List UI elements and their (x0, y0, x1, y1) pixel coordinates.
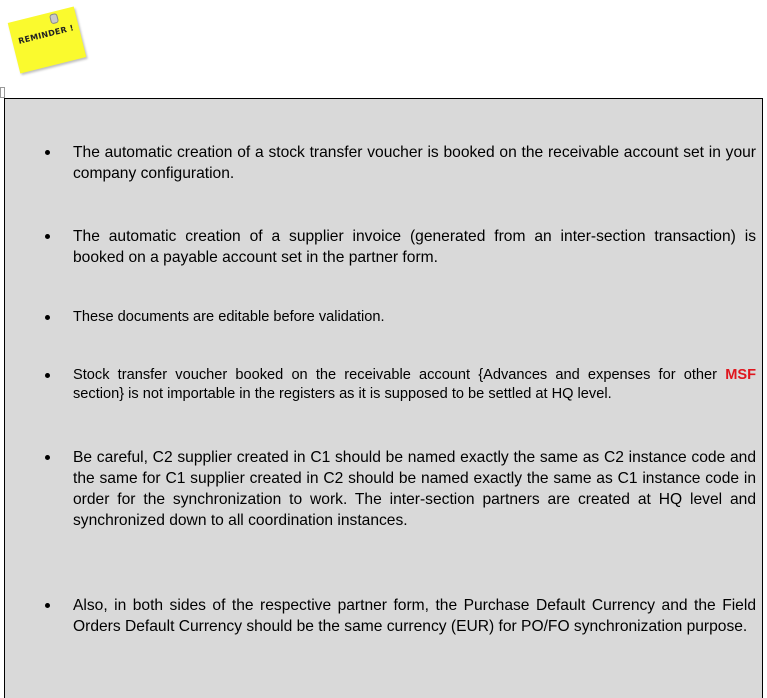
object-anchor-icon (0, 87, 5, 98)
bullet-icon (45, 603, 50, 608)
reminder-label: REMINDER ! (17, 23, 75, 46)
msf-highlight: MSF (725, 367, 756, 383)
bullet-text: Be careful, C2 supplier created in C1 should be named exactly the same as C2 instance code and the same for C1 supplier created in C2 should be named exactly the same as C1 instance code in order for the synchronization to work. The inter-section partners are created at HQ level and synchronized down to all coordination instances. (73, 449, 756, 529)
bullet-text: These documents are editable before validation. (73, 309, 385, 325)
bullet-text-before: Stock transfer voucher booked on the receivable account {Advances and expenses for other (73, 367, 726, 383)
list-item (73, 226, 756, 268)
bullet-icon (45, 455, 50, 460)
list-item (73, 366, 756, 404)
bullet-text-after: section} is not importable in the registers as it is supposed to be settled at HQ level. (73, 386, 612, 402)
bullet-icon (45, 315, 50, 320)
bullet-text: Also, in both sides of the respective partner form, the Purchase Default Currency and the Field Orders Default Currency should be the same currency (EUR) for PO/FO synchronization purpose. (73, 597, 756, 635)
list-item (73, 447, 756, 531)
bullet-icon (45, 373, 50, 378)
reminder-sticky-note (8, 7, 87, 74)
pin-icon (49, 13, 59, 25)
list-item (73, 142, 756, 184)
list-item (73, 595, 756, 637)
list-item (73, 308, 756, 327)
bullet-text: The automatic creation of a supplier invoice (generated from an inter-section transaction) is booked on a payable account set in the partner form. (73, 228, 756, 266)
bullet-icon (45, 234, 50, 239)
reminder-box (4, 98, 763, 698)
bullet-text: The automatic creation of a stock transfer voucher is booked on the receivable account set in your company configuration. (73, 144, 756, 182)
bullet-icon (45, 150, 50, 155)
